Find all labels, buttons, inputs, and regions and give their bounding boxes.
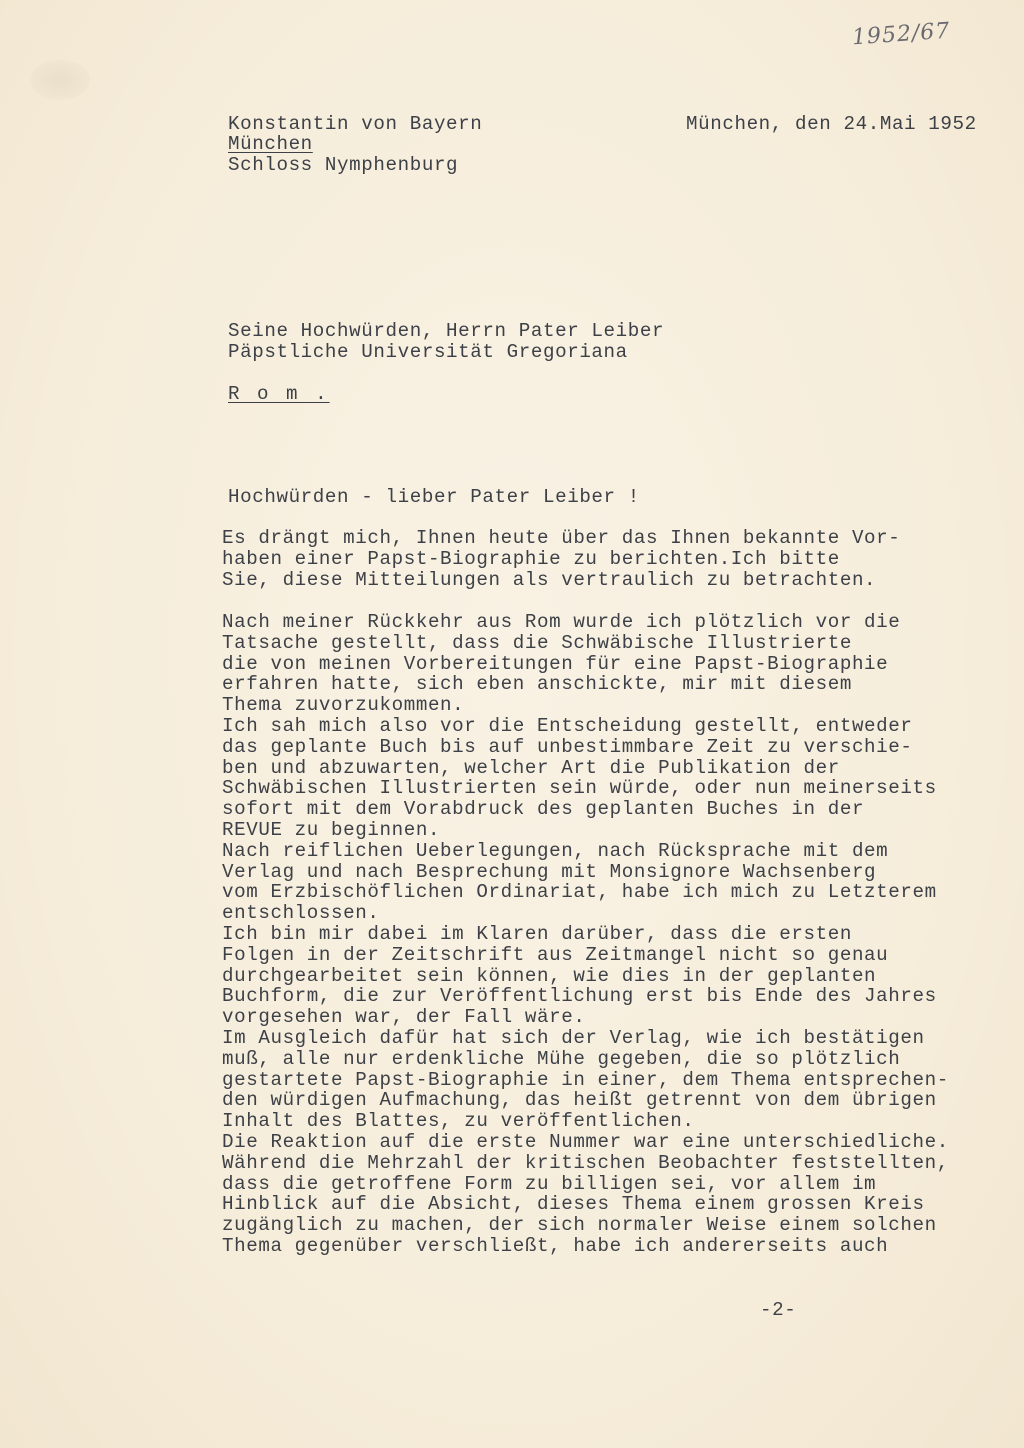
text-line: Ich sah mich also vor die Entscheidung gestellt, entweder <box>222 714 913 737</box>
recipient-institution: Päpstliche Universität Gregoriana <box>228 341 628 363</box>
text-line: gestartete Papst-Biographie in einer, dem Thema entsprechen- <box>222 1068 949 1091</box>
salutation: Hochwürden - lieber Pater Leiber ! <box>228 486 640 508</box>
text-line: Im Ausgleich dafür hat sich der Verlag, wie ich bestätigen <box>222 1026 925 1049</box>
text-line: den würdigen Aufmachung, das heißt getrennt von dem übrigen <box>222 1089 937 1112</box>
text-line: zugänglich zu machen, der sich normaler Weise einem solchen <box>222 1214 937 1237</box>
text-line: Schwäbischen Illustrierten sein würde, oder nun meinerseits <box>222 777 937 800</box>
text-line: die von meinen Vorbereitungen für eine Papst-Biographie <box>222 652 889 675</box>
text-line: ben und abzuwarten, welcher Art die Publikation der <box>222 756 840 779</box>
text-line: Sie, diese Mitteilungen als vertraulich zu betrachten. <box>222 568 877 591</box>
text-line: muß, alle nur erdenkliche Mühe gegeben, die so plötzlich <box>222 1047 901 1070</box>
sender-name: Konstantin von Bayern <box>228 113 483 135</box>
text-line: Verlag und nach Besprechung mit Monsignore Wachsenberg <box>222 860 877 883</box>
text-line: vorgesehen war, der Fall wäre. <box>222 1006 586 1029</box>
text-line: Buchform, die zur Veröffentlichung erst bis Ende des Jahres <box>222 985 937 1008</box>
text-line: Nach reiflichen Ueberlegungen, nach Rücksprache mit dem <box>222 839 889 862</box>
text-line: sofort mit dem Vorabdruck des geplanten Buches in der <box>222 798 865 821</box>
sender-address: Schloss Nymphenburg <box>228 154 459 176</box>
sender-city: München <box>228 133 313 155</box>
paper-stain <box>30 60 90 100</box>
archive-handwritten-note: 1952/67 <box>851 18 952 51</box>
text-line: Nach meiner Rückkehr aus Rom wurde ich plötzlich vor die <box>222 611 901 633</box>
text-line: das geplante Buch bis auf unbestimmbare Zeit zu verschie- <box>222 735 913 758</box>
text-line: Hinblick auf die Absicht, dieses Thema einem grossen Kreis <box>222 1193 925 1216</box>
text-line: REVUE zu beginnen. <box>222 818 441 841</box>
text-line: durchgearbeitet sein können, wie dies in der geplanten <box>222 964 877 987</box>
text-line: Inhalt des Blattes, zu veröffentlichen. <box>222 1110 695 1133</box>
paragraph-intro <box>222 528 900 590</box>
recipient-name: Seine Hochwürden, Herrn Pater Leiber <box>228 320 665 342</box>
text-line: Es drängt mich, Ihnen heute über das Ihnen bekannte Vor- <box>222 527 901 549</box>
page-number: -2- <box>760 1299 797 1321</box>
text-line: dass die getroffene Form zu billigen sei, vor allem im <box>222 1172 877 1195</box>
recipient-city: R o m . <box>228 383 330 405</box>
text-line: haben einer Papst-Biographie zu berichten.Ich bitte <box>222 547 840 570</box>
text-line: Thema gegenüber verschließt, habe ich andererseits auch <box>222 1234 889 1257</box>
text-line: entschlossen. <box>222 902 380 925</box>
text-line: Die Reaktion auf die erste Nummer war eine unterschiedliche. <box>222 1130 949 1153</box>
letter-date: München, den 24.Mai 1952 <box>686 113 977 135</box>
text-line: erfahren hatte, sich eben anschickte, mir mit diesem <box>222 673 852 696</box>
text-line: vom Erzbischöflichen Ordinariat, habe ich mich zu Letzterem <box>222 881 937 904</box>
text-line: Thema zuvorzukommen. <box>222 694 465 717</box>
text-line: Tatsache gestellt, dass die Schwäbische Illustrierte <box>222 631 852 654</box>
text-line: Während die Mehrzahl der kritischen Beobachter feststellten, <box>222 1151 949 1174</box>
paragraph-body <box>222 612 949 1257</box>
text-line: Folgen in der Zeitschrift aus Zeitmangel nicht so genau <box>222 943 889 966</box>
text-line: Ich bin mir dabei im Klaren darüber, dass die ersten <box>222 922 852 945</box>
